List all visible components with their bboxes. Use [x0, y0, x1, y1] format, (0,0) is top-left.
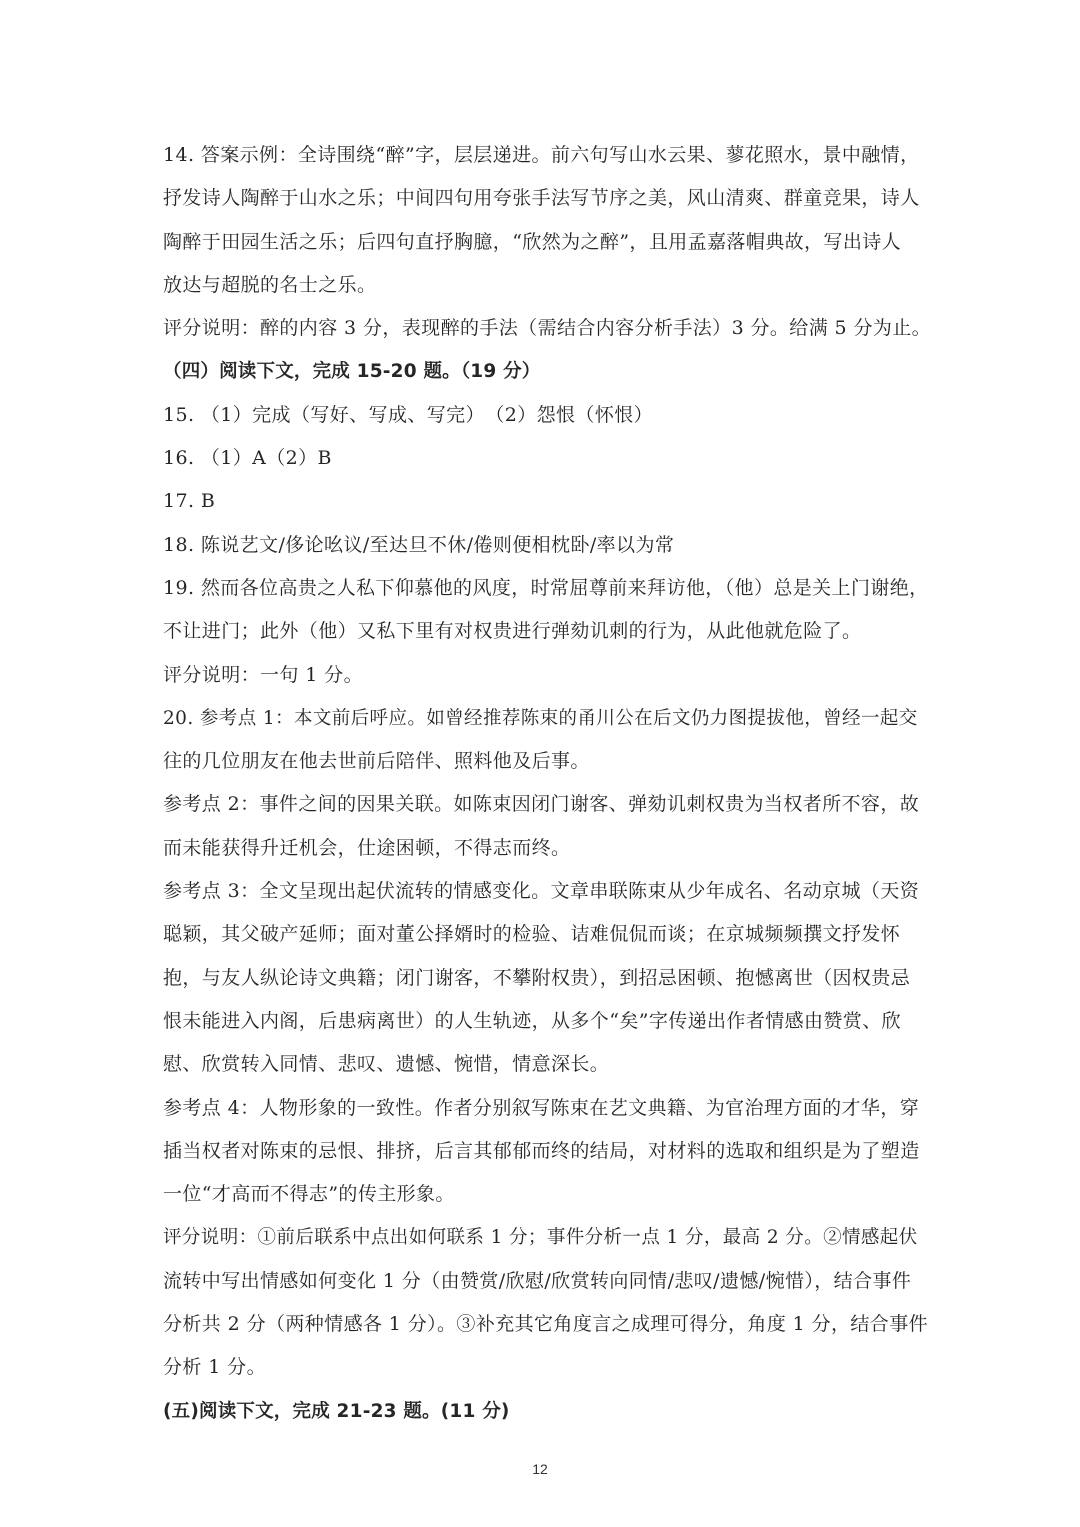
- q20-point3-line-2: 聪颖，其父破产延师；面对董公择婿时的检验、诘难侃侃而谈；在京城频频撰文抒发怀: [163, 923, 901, 946]
- q20-scoring-line-2: 流转中写出情感如何变化 1 分（由赞赏/欣慰/欣赏转向同情/悲叹/遗憾/惋惜），结合事件: [163, 1269, 912, 1292]
- q20-point1-line-2: 往的几位朋友在他去世前后陪伴、照料他及后事。: [163, 750, 590, 773]
- q20-point3-line-3: 抱，与友人纵论诗文典籍；闭门谢客，不攀附权贵），到招忌困顿、抱憾离世（因权贵忌: [163, 966, 911, 989]
- q20-point4-line-1: 参考点 4：人物形象的一致性。作者分别叙写陈束在艺文典籍、为官治理方面的才华，穿: [163, 1096, 920, 1119]
- q20-point3-line-4: 恨未能进入内阁，后患病离世）的人生轨迹，从多个“矣”字传递出作者情感由赞赏、欣: [163, 1009, 902, 1032]
- q19-answer-line-2: 不让进门；此外（他）又私下里有对权贵进行弹劾讥刺的行为，从此他就危险了。: [163, 620, 862, 643]
- q20-scoring-line-4: 分析 1 分。: [163, 1356, 266, 1379]
- answer-key-text: [163, 134, 932, 1433]
- q20-point2-line-2: 而未能获得升迁机会，仕途困顿，不得志而终。: [163, 836, 571, 859]
- q20-point3-line-1: 参考点 3：全文呈现出起伏流转的情感变化。文章串联陈束从少年成名、名动京城（天资: [163, 880, 920, 903]
- q14-answer-line-3: 陶醉于田园生活之乐；后四句直抒胸臆，“欣然为之醉”，且用孟嘉落帽典故，写出诗人: [163, 230, 902, 253]
- q20-point4-line-3: 一位“才高而不得志”的传主形象。: [163, 1183, 455, 1206]
- q16-answer: 16. （1）A（2）B: [163, 447, 332, 470]
- q17-answer: 17. B: [163, 490, 216, 513]
- q19-scoring-note: 评分说明：一句 1 分。: [163, 663, 363, 686]
- q14-answer-line-1: 14. 答案示例：全诗围绕“醉”字，层层递进。前六句写山水云果、蓼花照水，景中融情，: [163, 144, 920, 166]
- section-four-heading: （四）阅读下文，完成 15-20 题。（19 分）: [163, 361, 541, 383]
- section-five-heading: (五)阅读下文，完成 21-23 题。(11 分): [163, 1400, 510, 1422]
- q20-point2-line-1: 参考点 2：事件之间的因果关联。如陈束因闭门谢客、弹劾讥刺权贵为当权者所不容，故: [163, 793, 920, 816]
- q18-answer: 18. 陈说艺文/侈论吆议/至达旦不休/倦则便相枕卧/率以为常: [163, 533, 675, 556]
- q20-point4-line-2: 插当权者对陈束的忌恨、排挤，后言其郁郁而终的结局，对材料的选取和组织是为了塑造: [163, 1139, 920, 1162]
- q15-answer: 15. （1）完成（写好、写成、写完） （2）怨恨（怀恨）: [163, 403, 654, 426]
- q19-answer-line-1: 19. 然而各位高贵之人私下仰慕他的风度，时常屈尊前来拜访他，（他）总是关上门谢绝，: [163, 576, 929, 599]
- q20-point1-line-1: 20. 参考点 1：本文前后呼应。如曾经推荐陈束的甬川公在后文仍力图提拔他，曾经一起交: [163, 707, 918, 729]
- q20-scoring-line-1: 评分说明：①前后联系中点出如何联系 1 分；事件分析一点 1 分，最高 2 分。②情感起伏: [163, 1227, 918, 1249]
- q14-answer-line-4: 放达与超脱的名士之乐。: [163, 273, 377, 296]
- page-number: 12: [532, 1461, 548, 1477]
- q20-scoring-line-3: 分析共 2 分（两种情感各 1 分）。③补充其它角度言之成理可得分，角度 1 分，结合事件: [163, 1313, 929, 1336]
- q14-scoring-note: 评分说明：醉的内容 3 分，表现醉的手法（需结合内容分析手法）3 分。给满 5 分为止。: [163, 317, 932, 340]
- q14-answer-line-2: 抒发诗人陶醉于山水之乐；中间四句用夸张手法写节序之美，风山清爽、群童竞果，诗人: [163, 187, 920, 210]
- q20-point3-line-5: 慰、欣赏转入同情、悲叹、遗憾、惋惜，情意深长。: [163, 1053, 610, 1076]
